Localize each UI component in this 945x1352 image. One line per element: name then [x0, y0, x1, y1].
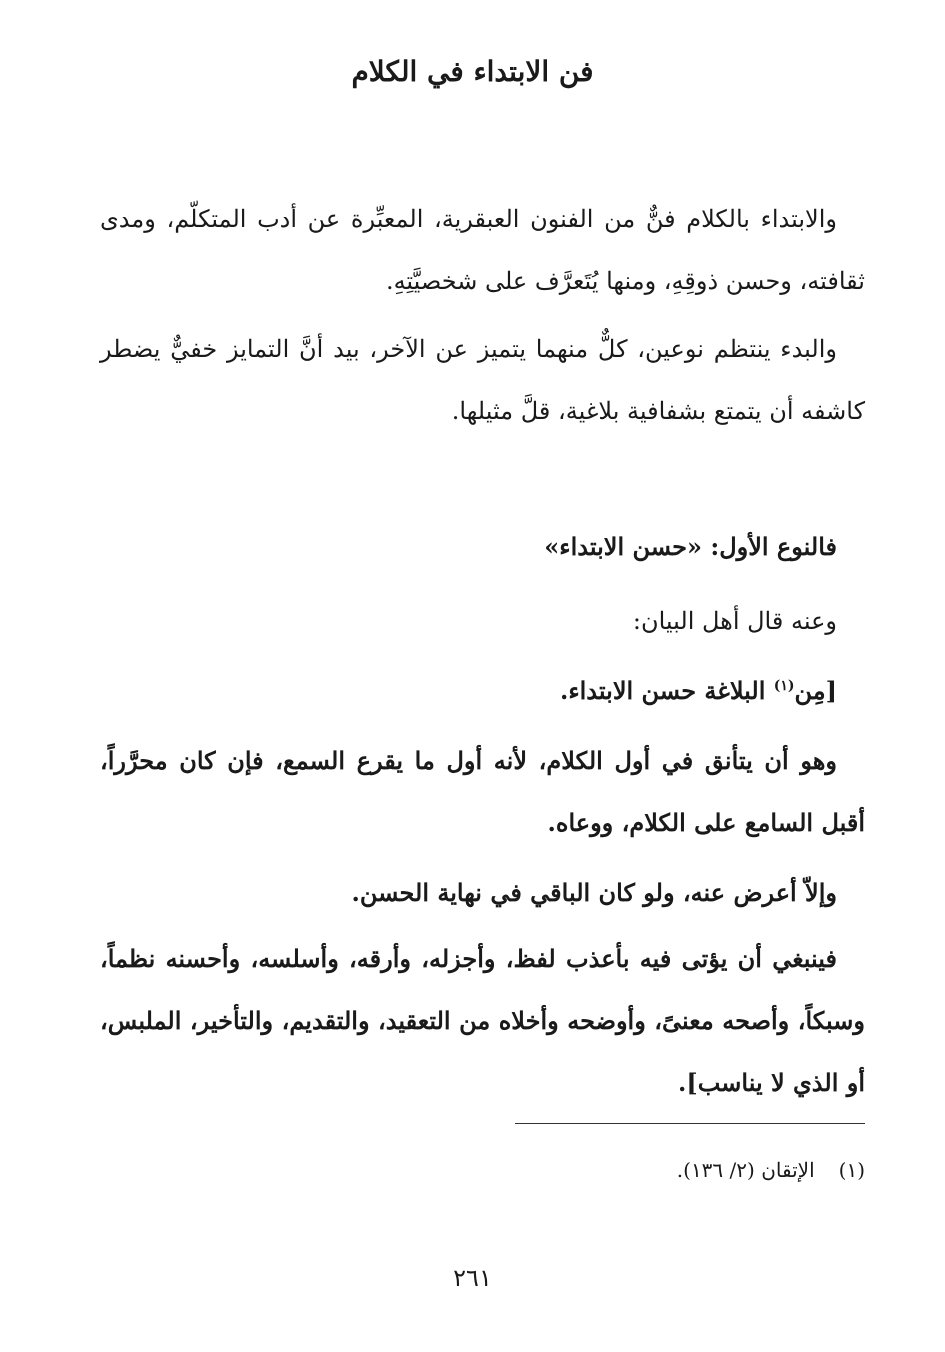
quote-paragraph-2: وإلاّ أعرض عنه، ولو كان الباقي في نهاية الحسن. — [351, 878, 837, 907]
footnote-text: الإتقان (٢/ ١٣٦). — [676, 1158, 815, 1182]
footnote-divider — [515, 1123, 865, 1124]
page-title: فن الابتداء في الكلام — [351, 55, 594, 88]
section-intro: وعنه قال أهل البيان: — [632, 607, 837, 635]
quote-open-text: [مِن — [794, 676, 837, 705]
paragraph-types: والبدء ينتظم نوعين، كلٌّ منهما يتميز عن الآخر، بيد أنَّ التمايز خفيٌّ يضطر كاشفه أن يتمتع بشفافية بلاغية، قلَّ مثيلها. — [100, 335, 865, 425]
footnote — [100, 1152, 865, 1188]
quote-rest-text: البلاغة حسن الابتداء. — [560, 676, 774, 705]
quote-opening — [100, 660, 865, 722]
quote-paragraph-3: فينبغي أن يؤتى فيه بأعذب لفظ، وأجزله، وأرقه، وأسلسه، وأحسنه نظماً، وسبكاً، وأصحه معنىً، وأوضحه وأخلاه من التعقيد، والتقديم، والتأخير، الملبس، أو الذي لا يناسب]. — [100, 944, 865, 1097]
quote-paragraph-1: وهو أن يتأنق في أول الكلام، لأنه أول ما يقرع السمع، فإن كان محرَّراً، أقبل السامع على الكلام، ووعاه. — [100, 746, 865, 837]
page-number: ٢٦١ — [453, 1264, 492, 1292]
footnote-number: (١) — [838, 1158, 865, 1182]
paragraph-intro: والابتداء بالكلام فنٌّ من الفنون العبقرية، المعبِّرة عن أدب المتكلّم، ومدى ثقافته، وحسن ذوقِهِ، ومنها يُتَعرَّف على شخصيَّتِهِ. — [100, 205, 865, 295]
section-heading: فالنوع الأول: «حسن الابتداء» — [544, 532, 837, 561]
footnote-marker: (١) — [773, 678, 795, 694]
